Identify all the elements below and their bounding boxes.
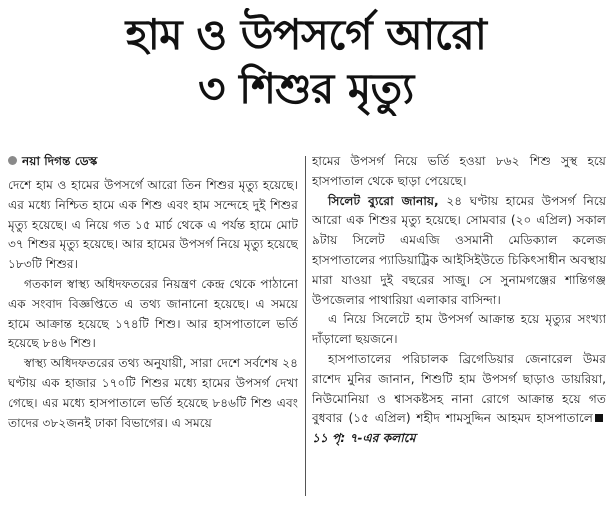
byline (8, 152, 298, 170)
column-divider (305, 156, 306, 496)
paragraph-5 (312, 192, 606, 311)
headline-line-2: ৩ শিশুর মৃত্যু (198, 64, 414, 113)
paragraph-5-text: ২৪ ঘণ্টায় হামের উপসর্গ নিয়ে আরো এক শিশুর মৃত্যু হয়েছে। সোমবার (২০ এপ্রিল) সকাল ৯টায় সিলেট এমএজি ওসমানী মেডিক্যাল কলেজ হাসপাতালের প্যাডিয়াট্রিক আইসিইউতে চিকিৎসাধীন অবস্থায় মারা যাওয়া দুই বছরের সাজু। সে সুনামগঞ্জের শান্তিগঞ্জ উপজেলার পাথারিয়া এলাকার বাসিন্দা। (312, 193, 606, 307)
headline-line-1: হাম ও উপসর্গে আরো (125, 10, 487, 59)
left-column (8, 152, 298, 500)
article-body (8, 152, 606, 500)
paragraph-6: এ নিয়ে সিলেটে হাম উপসর্গ আক্রান্ত হয়ে মৃত্যুর সংখ্যা দাঁড়ালো ছয়জনে। (312, 312, 606, 347)
paragraph-7 (312, 350, 606, 449)
square-bullet-icon (595, 414, 603, 422)
paragraph-7-text: হাসপাতালের পরিচালক ব্রিগেডিয়ার জেনারেল উমর রাশেদ মুনির জানান, শিশুটি হাম উপসর্গ ছাড়াও ডায়রিয়া, নিউমোনিয়া ও শ্বাসকষ্টসহ নানা রোগে আক্রান্ত হয়ে গত বুধবার (১৫ এপ্রিল) শহীদ শামসুদ্দিন আহমদ হাসপাতালে (312, 351, 606, 426)
paragraph-4: হামের উপসর্গ নিয়ে ভর্তি হওয়া ৮৬২ শিশু সুস্থ হয়ে হাসপাতাল থেকে ছাড়া পেয়েছে। (312, 154, 606, 188)
right-column (312, 152, 606, 500)
continuation-jump: ১১ পৃ: ৭-এর কলামে (312, 431, 416, 446)
byline-text: নয়া দিগন্ত ডেস্ক (22, 154, 98, 168)
sylhet-bureau-lead: সিলেট ব্যুরো জানায়, (328, 193, 439, 208)
headline (0, 8, 612, 116)
bullet-dot-icon (8, 156, 17, 165)
paragraph-1: দেশে হাম ও হামের উপসর্গে আরো তিন শিশুর মৃত্যু হয়েছে। এর মধ্যে নিশ্চিত হামে এক শিশু এবং হাম সন্দেহে দুই শিশুর মৃত্যু হয়েছে। এ নিয়ে গত ১৫ মার্চ থেকে এ পর্যন্ত হামে মোট ৩৭ শিশুর মৃত্যু হয়েছে। আর হামের উপসর্গ নিয়ে মৃত্যু হয়েছে ১৮৩টি শিশুর। (8, 178, 298, 272)
paragraph-2: গতকাল স্বাস্থ্য অধিদফতরের নিয়ন্ত্রণ কেন্দ্র থেকে পাঠানো এক সংবাদ বিজ্ঞপ্তিতে এ তথ্য জানানো হয়েছে। এ সময়ে হামে আক্রান্ত হয়েছে ১৭৪টি শিশু। আর হাসপাতালে ভর্তি হয়েছে ৮৪৬ শিশু। (8, 276, 298, 351)
paragraph-3: স্বাস্থ্য অধিদফতরের তথ্য অনুযায়ী, সারা দেশে সর্বশেষ ২৪ ঘণ্টায় এক হাজার ১৭০টি শিশুর মধ্যে হামের উপসর্গ দেখা গেছে। এর মধ্যে হাসপাতালে ভর্তি হয়েছে ৮৪৬টি শিশু এবং তাদের ৩৮২জনই ঢাকা বিভাগের। এ সময়ে (8, 356, 298, 430)
